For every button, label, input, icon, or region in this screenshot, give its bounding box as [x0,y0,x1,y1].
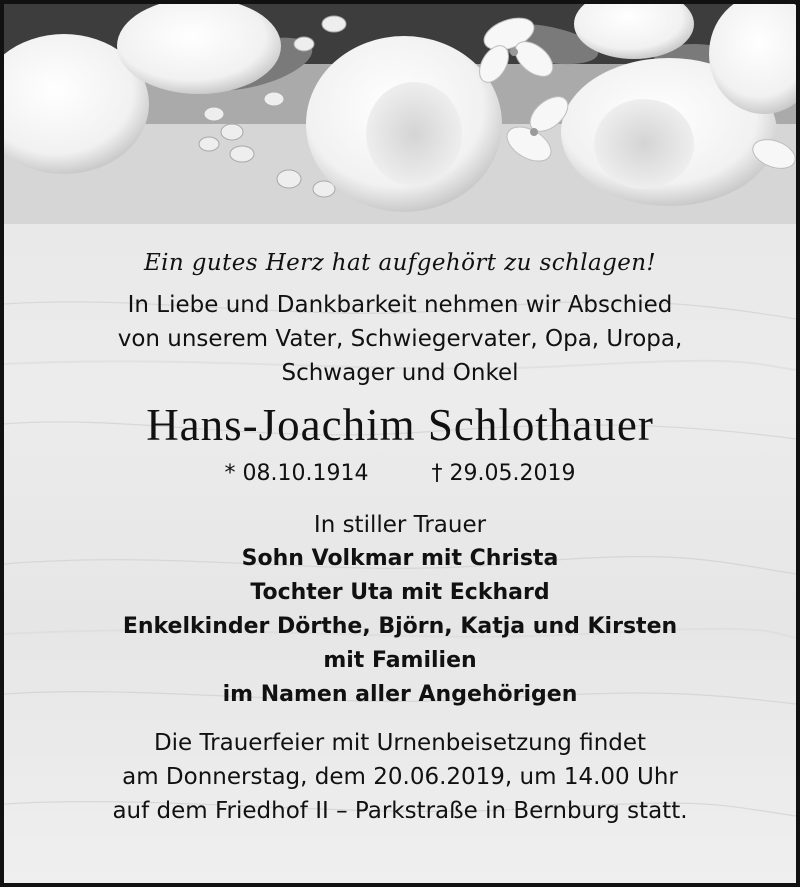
ceremony-info [4,726,796,828]
tulip-flowers-image [4,4,796,224]
ceremony-line: auf dem Friedhof II – Parkstraße in Bernburg statt. [112,798,688,824]
family-line: Enkelkinder Dörthe, Björn, Katja und Kirsten [122,614,678,639]
intro-line: von unserem Vater, Schwiegervater, Opa, Uropa, [117,326,683,352]
family-line: Sohn Volkmar mit Christa [241,546,559,571]
intro-text [4,288,796,390]
mourning-heading: In stiller Trauer [313,512,487,538]
notice-text [4,242,796,828]
life-dates [4,458,796,490]
deceased-name: Hans-Joachim Schlothauer [146,400,654,450]
motto: Ein gutes Herz hat aufgehört zu schlagen! [143,250,657,276]
ceremony-line: am Donnerstag, dem 20.06.2019, um 14.00 Uhr [122,764,678,790]
intro-line: Schwager und Onkel [281,360,519,386]
ceremony-line: Die Trauerfeier mit Urnenbeisetzung findet [153,730,647,756]
family-list [4,542,796,712]
birth-date: * 08.10.1914 [224,461,369,486]
intro-line: In Liebe und Dankbarkeit nehmen wir Abschied [127,292,673,318]
family-line: mit Familien [323,648,477,673]
family-line: Tochter Uta mit Eckhard [250,580,550,605]
death-date: † 29.05.2019 [431,461,576,486]
family-line: im Namen aller Angehörigen [222,682,578,707]
